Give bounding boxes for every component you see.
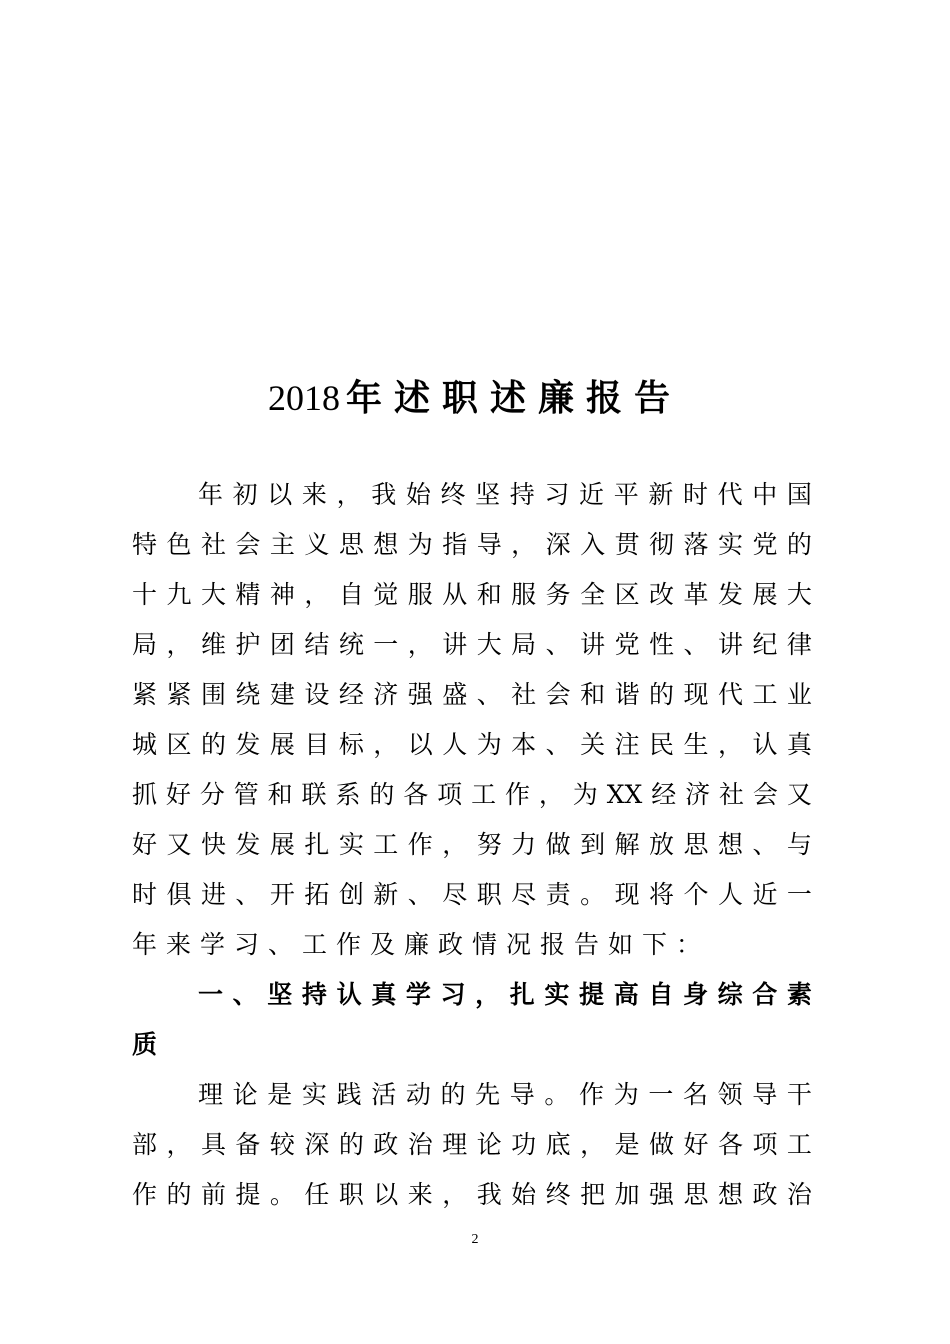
paragraph-line: 好 又 快 发 展 扎 实 工 作 ， 努 力 做 到 解 放 思 想 、 与 (132, 830, 812, 859)
page-title (0, 370, 950, 426)
paragraph-line: 部 ， 具 备 较 深 的 政 治 理 论 功 底 ， 是 做 好 各 项 工 (132, 1130, 812, 1159)
body-text (132, 470, 812, 1220)
paragraph-line: 局 ， 维 护 团 结 统 一 ， 讲 大 局 、 讲 党 性 、 讲 纪 律 (132, 630, 812, 659)
paragraph-line: 作 的 前 提 。 任 职 以 来 ， 我 始 终 把 加 强 思 想 政 治 (132, 1180, 812, 1209)
paragraph-line: 理 论 是 实 践 活 动 的 先 导 。 作 为 一 名 领 导 干 (198, 1080, 812, 1109)
paragraph-line: 紧 紧 围 绕 建 设 经 济 强 盛 、 社 会 和 谐 的 现 代 工 业 (132, 680, 812, 709)
paragraph-line: 抓 好 分 管 和 联 系 的 各 项 工 作 ， 为 XX 经 济 社 会 又 (132, 780, 812, 809)
paragraph-line: 十 九 大 精 神 ， 自 觉 服 从 和 服 务 全 区 改 革 发 展 大 (132, 580, 812, 609)
page-number: 2 (471, 1232, 479, 1247)
paragraph-line: 特 色 社 会 主 义 思 想 为 指 导 ， 深 入 贯 彻 落 实 党 的 (132, 530, 812, 559)
section-heading-line: 一 、 坚 持 认 真 学 习 ， 扎 实 提 高 自 身 综 合 素 (198, 980, 812, 1009)
title-year: 2018 (267, 378, 340, 418)
paragraph-line: 年 初 以 来 ， 我 始 终 坚 持 习 近 平 新 时 代 中 国 (198, 480, 812, 509)
paragraph-line: 年来学习、工作及廉政情况报告如下： (132, 930, 711, 959)
section-heading-line: 质 (132, 1030, 158, 1059)
paragraph-line: 时 俱 进 、 开 拓 创 新 、 尽 职 尽 责 。 现 将 个 人 近 一 (132, 880, 812, 909)
paragraph-line: 城 区 的 发 展 目 标 ， 以 人 为 本 、 关 注 民 生 ， 认 真 (132, 730, 812, 759)
title-text: 年述职述廉报告 (345, 377, 682, 419)
